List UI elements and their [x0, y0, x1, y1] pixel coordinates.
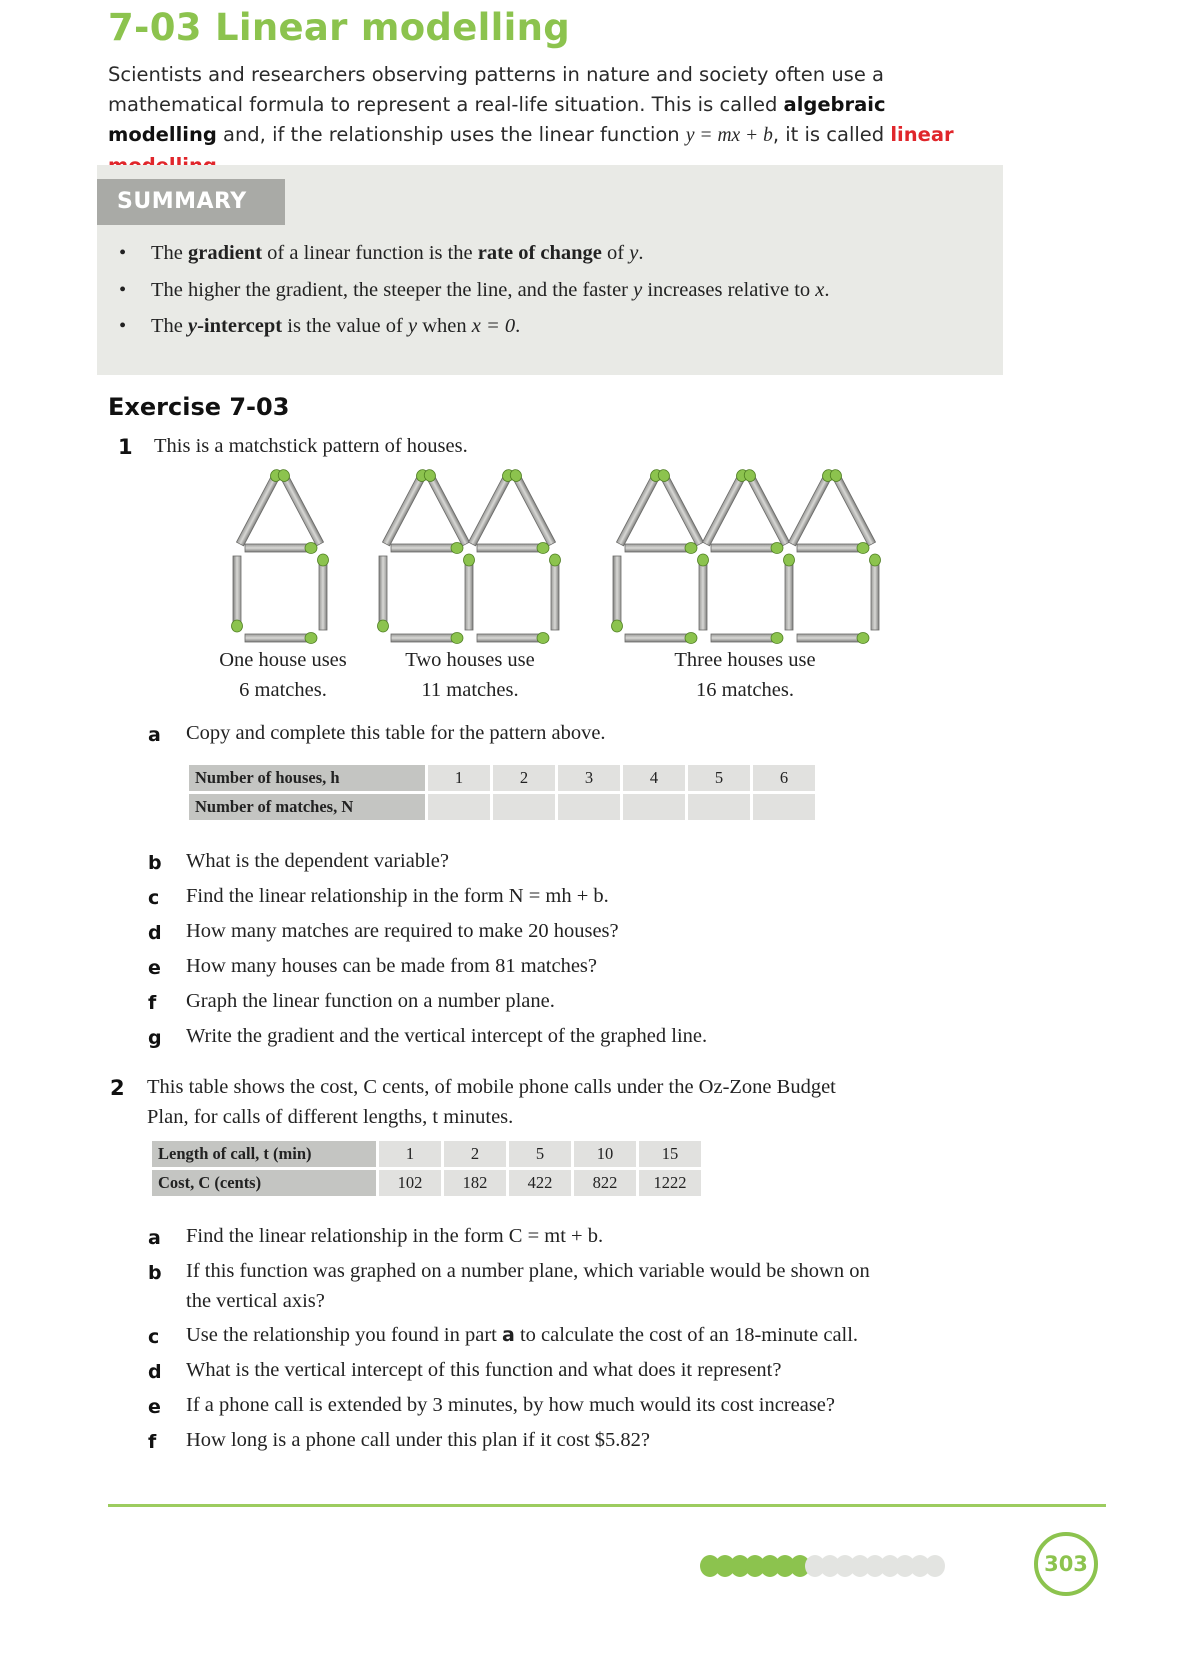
part-label: c — [148, 1326, 160, 1348]
table-cell-empty — [428, 794, 490, 820]
part-text: Write the gradient and the vertical intercept of the graphed line. — [186, 1025, 708, 1047]
matchstick — [612, 556, 623, 632]
table-cell-empty — [623, 794, 685, 820]
match-head — [857, 633, 869, 644]
match-head — [318, 554, 329, 566]
part-label: f — [148, 1431, 157, 1453]
part-text: Copy and complete this table for the pattern above. — [186, 722, 606, 744]
match-head — [771, 543, 783, 554]
houses-matches-table — [186, 762, 818, 823]
match-head — [771, 633, 783, 644]
match-head — [305, 633, 317, 644]
summary-tab: SUMMARY — [97, 179, 285, 225]
summary-bullet-intercept: • The y-intercept is the value of y when x = 0. — [119, 308, 830, 345]
matchstick — [232, 556, 243, 632]
part-label: g — [148, 1027, 162, 1049]
intro-paragraph: Scientists and researchers observing patterns in nature and society often use a mathematical formula to represent a real-life situation. This is called algebraic modelling and, if the relationship uses the linear function y = mx + b, it is called linear — [108, 63, 954, 146]
part-text: What is the vertical intercept of this function and what does it represent? — [186, 1359, 782, 1381]
table-cell: 15 — [639, 1141, 701, 1167]
matchstick — [391, 633, 463, 644]
part-text: Use the relationship you found in part a to calculate the cost of an 18-minute call. — [186, 1324, 859, 1346]
matchstick — [656, 468, 705, 547]
footer-rule — [108, 1504, 1106, 1507]
table-cell: 4 — [623, 765, 685, 791]
part-text: What is the dependent variable? — [186, 850, 449, 872]
call-cost-table — [149, 1138, 704, 1199]
part-text: How long is a phone call under this plan if it cost $5.82? — [186, 1429, 651, 1451]
match-head — [464, 554, 475, 566]
match-head — [612, 620, 623, 632]
table-cell-empty — [493, 794, 555, 820]
matchstick — [742, 468, 791, 547]
progress-dot-empty — [925, 1555, 945, 1577]
match-head — [537, 543, 549, 554]
row-header: Cost, C (cents) — [152, 1170, 376, 1196]
match-head — [784, 554, 795, 566]
question-text: This is a matchstick pattern of houses. — [154, 435, 468, 457]
table-cell: 10 — [574, 1141, 636, 1167]
table-row — [152, 1141, 701, 1167]
match-head — [537, 633, 549, 644]
part-text: How many matches are required to make 20 houses? — [186, 920, 619, 942]
caption-three-houses: Three houses use 16 matches. — [674, 649, 816, 701]
matchstick — [625, 633, 697, 644]
matchstick — [784, 554, 795, 630]
match-head — [870, 554, 881, 566]
exercise-heading: Exercise 7-03 — [108, 393, 290, 421]
matchstick — [235, 468, 284, 547]
table-row — [189, 794, 815, 820]
caption-one-house: One house uses 6 matches. — [219, 649, 347, 701]
table-cell: 5 — [509, 1141, 571, 1167]
summary-bullet-steepness: • The higher the gradient, the steeper the line, and the faster y increases relative to x. — [119, 272, 830, 309]
row-header: Length of call, t (min) — [152, 1141, 376, 1167]
table-cell-empty — [558, 794, 620, 820]
part-text: If this function was graphed on a number plane, which variable would be shown on the vertical axis? — [186, 1260, 870, 1312]
table-cell: 6 — [753, 765, 815, 791]
matchstick-houses-illustration — [0, 0, 1200, 660]
matchstick — [625, 543, 697, 554]
matchstick — [378, 556, 389, 632]
table-cell: 3 — [558, 765, 620, 791]
table-cell: 2 — [444, 1141, 506, 1167]
match-head — [685, 543, 697, 554]
match-head — [698, 554, 709, 566]
match-head — [378, 620, 389, 632]
matchstick-houses — [232, 468, 881, 644]
matchstick — [550, 554, 561, 630]
matchstick — [508, 468, 557, 547]
matchstick — [698, 554, 709, 630]
match-head — [550, 554, 561, 566]
table-cell: 1222 — [639, 1170, 701, 1196]
matchstick — [318, 554, 329, 630]
caption-two-houses: Two houses use 11 matches. — [405, 649, 535, 701]
question-text: This table shows the cost, C cents, of mobile phone calls under the Oz-Zone Budget Plan, for calls of different lengths, t minutes. — [147, 1076, 836, 1128]
table-cell-empty — [688, 794, 750, 820]
matchstick — [870, 554, 881, 630]
matchstick — [464, 554, 475, 630]
table-cell: 1 — [428, 765, 490, 791]
table-cell: 182 — [444, 1170, 506, 1196]
table-cell: 5 — [688, 765, 750, 791]
part-label: d — [148, 1361, 162, 1383]
matchstick — [477, 633, 549, 644]
row-header: Number of houses, h — [189, 765, 425, 791]
table-row — [189, 765, 815, 791]
matchstick — [615, 468, 664, 547]
part-label: e — [148, 1396, 161, 1418]
question-number: 2 — [110, 1076, 125, 1100]
matchstick — [381, 468, 430, 547]
part-label: f — [148, 992, 157, 1014]
part-label: d — [148, 922, 162, 944]
matchstick — [787, 468, 836, 547]
table-cell: 102 — [379, 1170, 441, 1196]
part-label: a — [148, 724, 161, 746]
table-row — [152, 1170, 701, 1196]
part-text: How many houses can be made from 81 matches? — [186, 955, 598, 977]
question-number: 1 — [118, 435, 133, 459]
chapter-progress-dots — [700, 1555, 940, 1577]
matchstick — [276, 468, 325, 547]
part-text: Graph the linear function on a number plane. — [186, 990, 555, 1012]
table-cell: 822 — [574, 1170, 636, 1196]
table-cell-empty — [753, 794, 815, 820]
table-cell: 422 — [509, 1170, 571, 1196]
matchstick — [797, 633, 869, 644]
matchstick — [797, 543, 869, 554]
part-label: c — [148, 887, 160, 909]
match-head — [857, 543, 869, 554]
page-title: 7-03 Linear modelling — [108, 6, 570, 49]
matchstick — [711, 633, 783, 644]
matchstick — [391, 543, 463, 554]
row-header: Number of matches, N — [189, 794, 425, 820]
matchstick — [467, 468, 516, 547]
part-text: Find the linear relationship in the form C = mt + b. — [186, 1225, 604, 1247]
matchstick — [701, 468, 750, 547]
part-label: e — [148, 957, 161, 979]
matchstick — [828, 468, 877, 547]
matchstick — [422, 468, 471, 547]
part-text: If a phone call is extended by 3 minutes, by how much would its cost increase? — [186, 1394, 836, 1416]
match-head — [685, 633, 697, 644]
matchstick — [245, 633, 317, 644]
part-label: a — [148, 1227, 161, 1249]
part-label: b — [148, 1262, 162, 1284]
match-head — [451, 543, 463, 554]
matchstick — [245, 543, 317, 554]
matchstick — [477, 543, 549, 554]
page-number: 303 — [1034, 1532, 1098, 1596]
summary-bullet-gradient: • The gradient of a linear function is the rate of change of y. — [119, 235, 830, 272]
match-head — [232, 620, 243, 632]
part-label: b — [148, 852, 162, 874]
match-head — [451, 633, 463, 644]
match-head — [305, 543, 317, 554]
part-text: Find the linear relationship in the form N = mh + b. — [186, 885, 609, 907]
table-cell: 1 — [379, 1141, 441, 1167]
matchstick — [711, 543, 783, 554]
table-cell: 2 — [493, 765, 555, 791]
